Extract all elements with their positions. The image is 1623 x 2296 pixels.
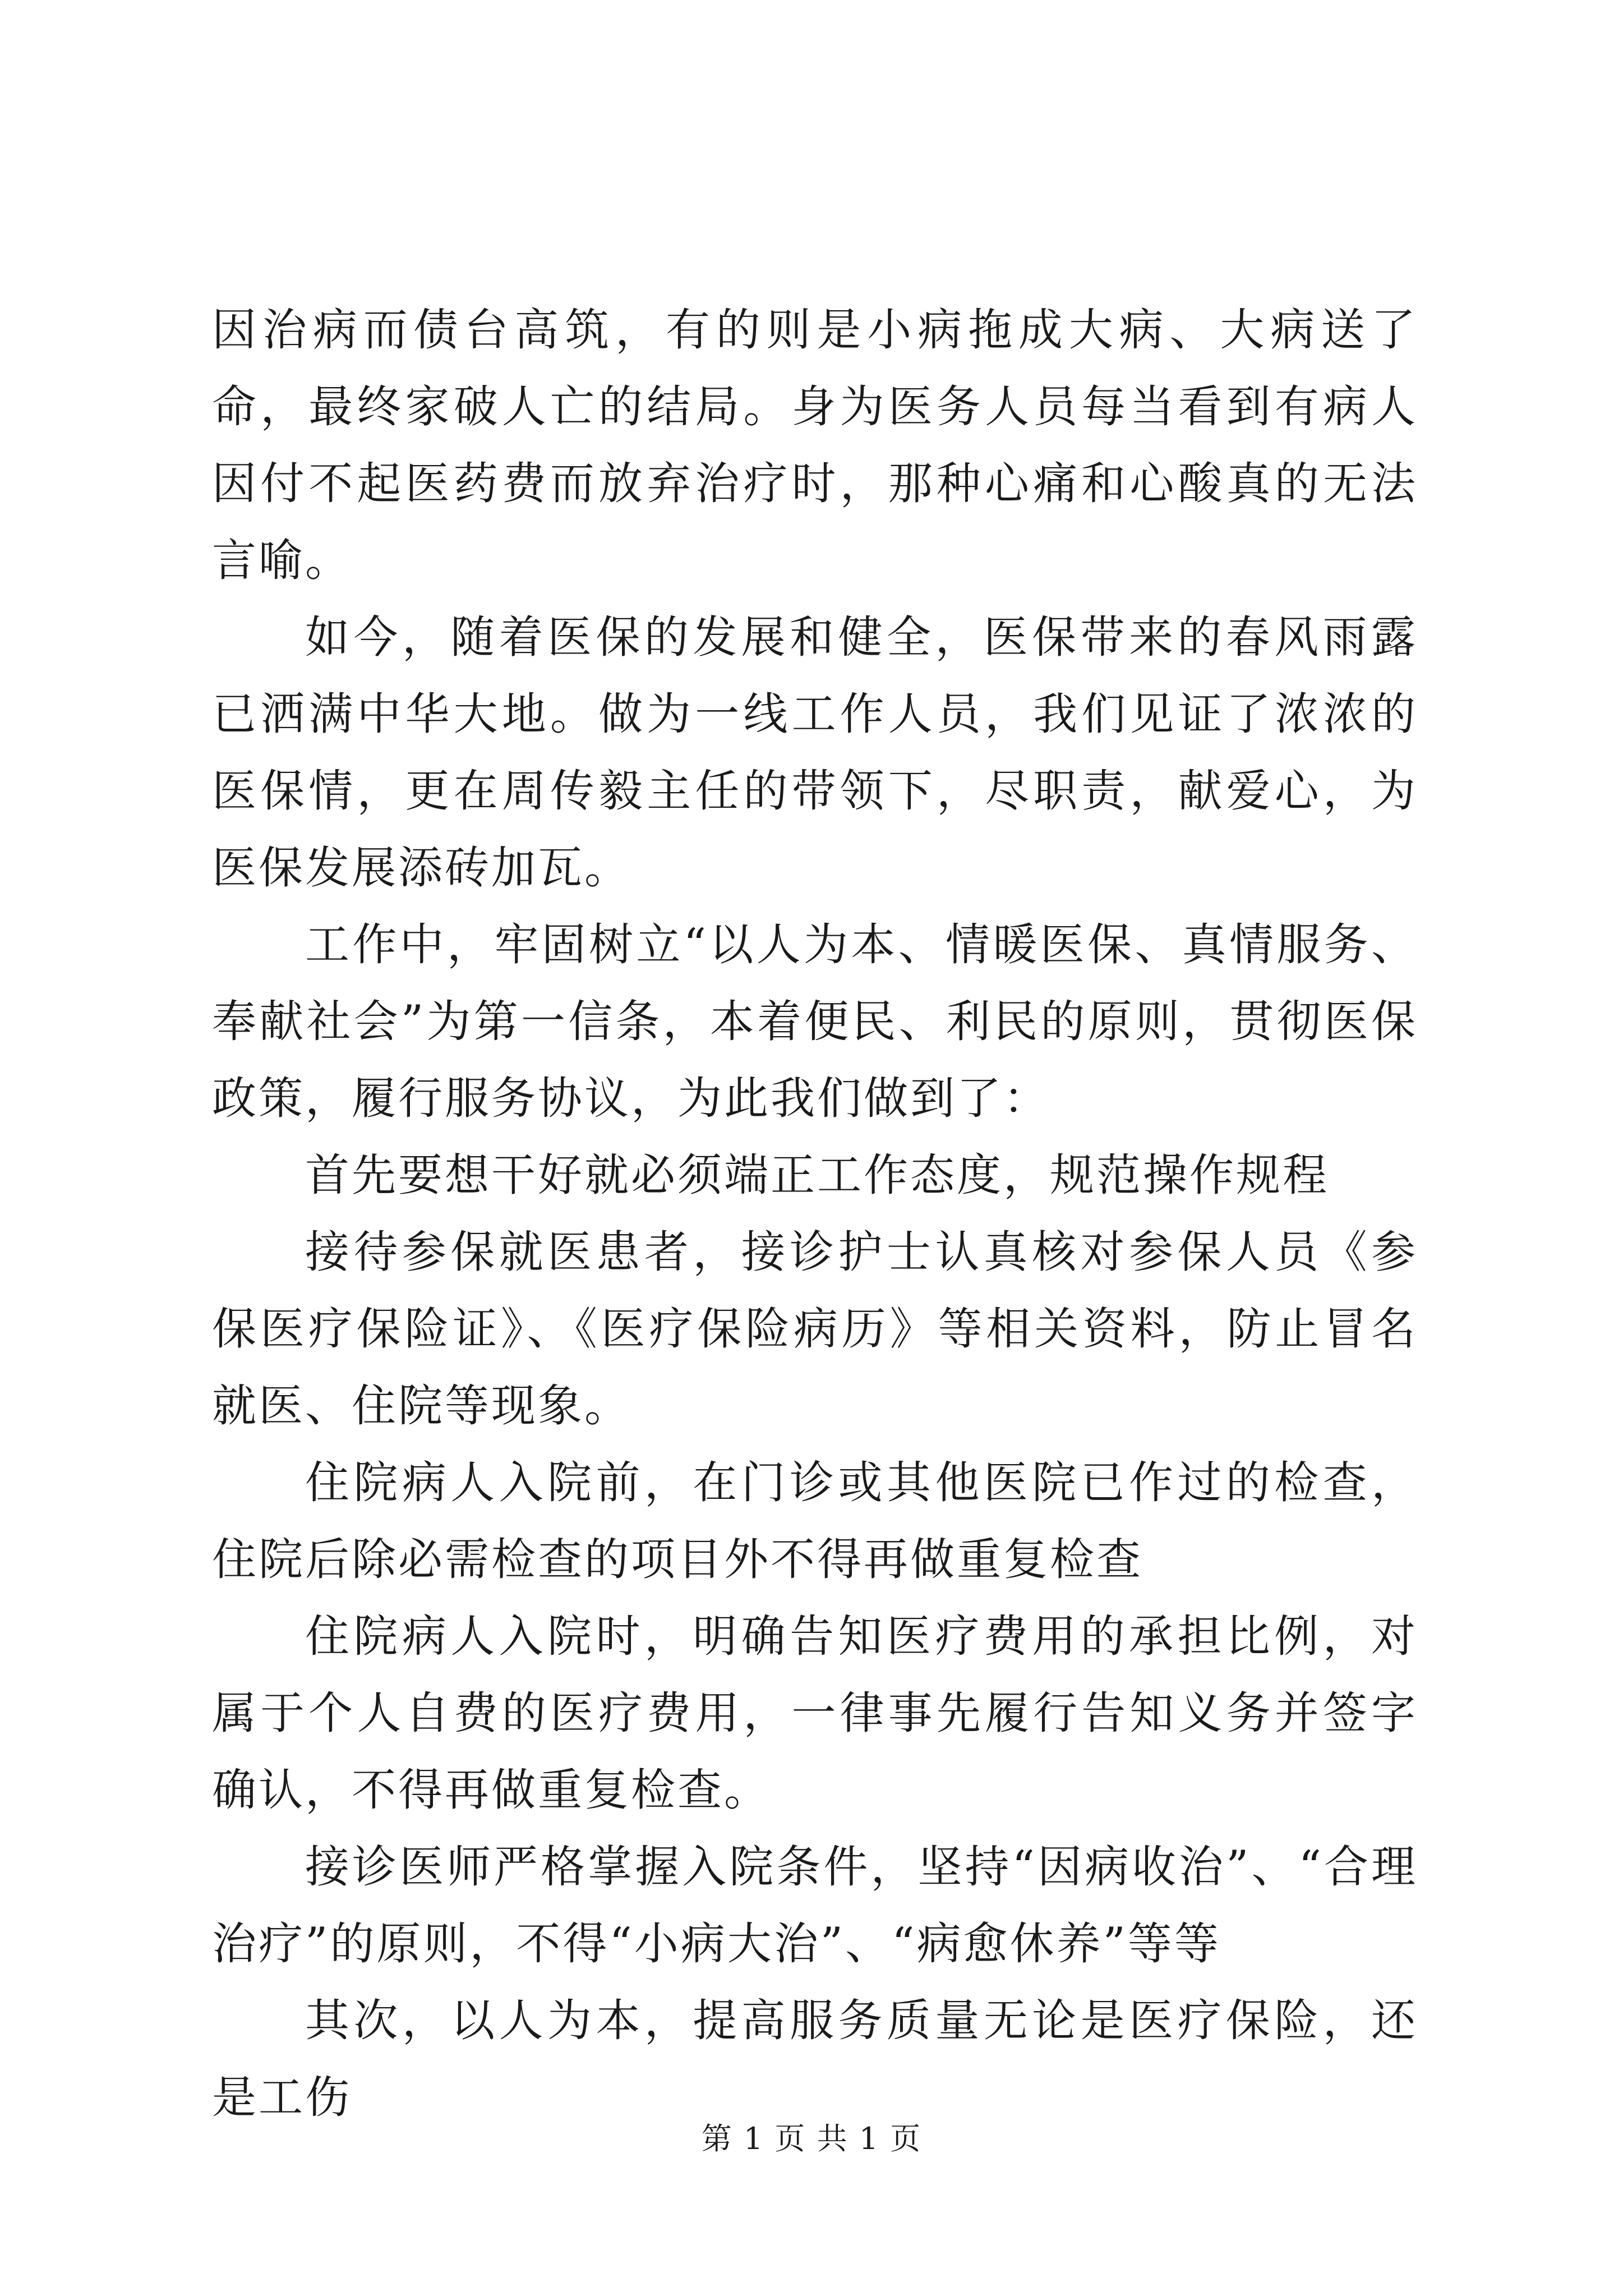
paragraph: 接诊医师严格掌握入院条件，坚持“因病收治”、“合理治疗”的原则，不得“小病大治”、“病愈休养”等等 — [212, 1841, 1418, 1970]
paragraph: 住院病人入院前，在门诊或其他医院已作过的检查，住院后除必需检查的项目外不得再做重复检查 — [212, 1457, 1418, 1585]
document-body — [212, 292, 1418, 2136]
page-number-footer: 第 1 页 共 1 页 — [701, 2121, 922, 2156]
paragraph-continued: 因治病而债台高筑，有的则是小病拖成大病、大病送了命，最终家破人亡的结局。身为医务人员每当看到有病人因付不起医药费而放弃治疗时，那种心痛和心酸真的无法言喻。 — [212, 304, 1418, 586]
paragraph: 其次，以人为本，提高服务质量无论是医疗保险，还是工伤 — [212, 1995, 1418, 2123]
paragraph: 住院病人入院时，明确告知医疗费用的承担比例，对属于个人自费的医疗费用，一律事先履行告知义务并签字确认，不得再做重复检查。 — [212, 1611, 1418, 1816]
paragraph: 如今，随着医保的发展和健全，医保带来的春风雨露已洒满中华大地。做为一线工作人员，我们见证了浓浓的医保情，更在周传毅主任的带领下，尽职责，献爱心，为医保发展添砖加瓦。 — [212, 611, 1418, 894]
paragraph: 接待参保就医患者，接诊护士认真核对参保人员《参保医疗保险证》、《医疗保险病历》等相关资料，防止冒名就医、住院等现象。 — [212, 1226, 1418, 1432]
paragraph: 首先要想干好就必须端正工作态度，规范操作规程 — [305, 1149, 1329, 1201]
paragraph: 工作中，牢固树立“以人为本、情暖医保、真情服务、奉献社会”为第一信条，本着便民、利民的原则，贯彻医保政策，履行服务协议，为此我们做到了： — [212, 919, 1418, 1124]
